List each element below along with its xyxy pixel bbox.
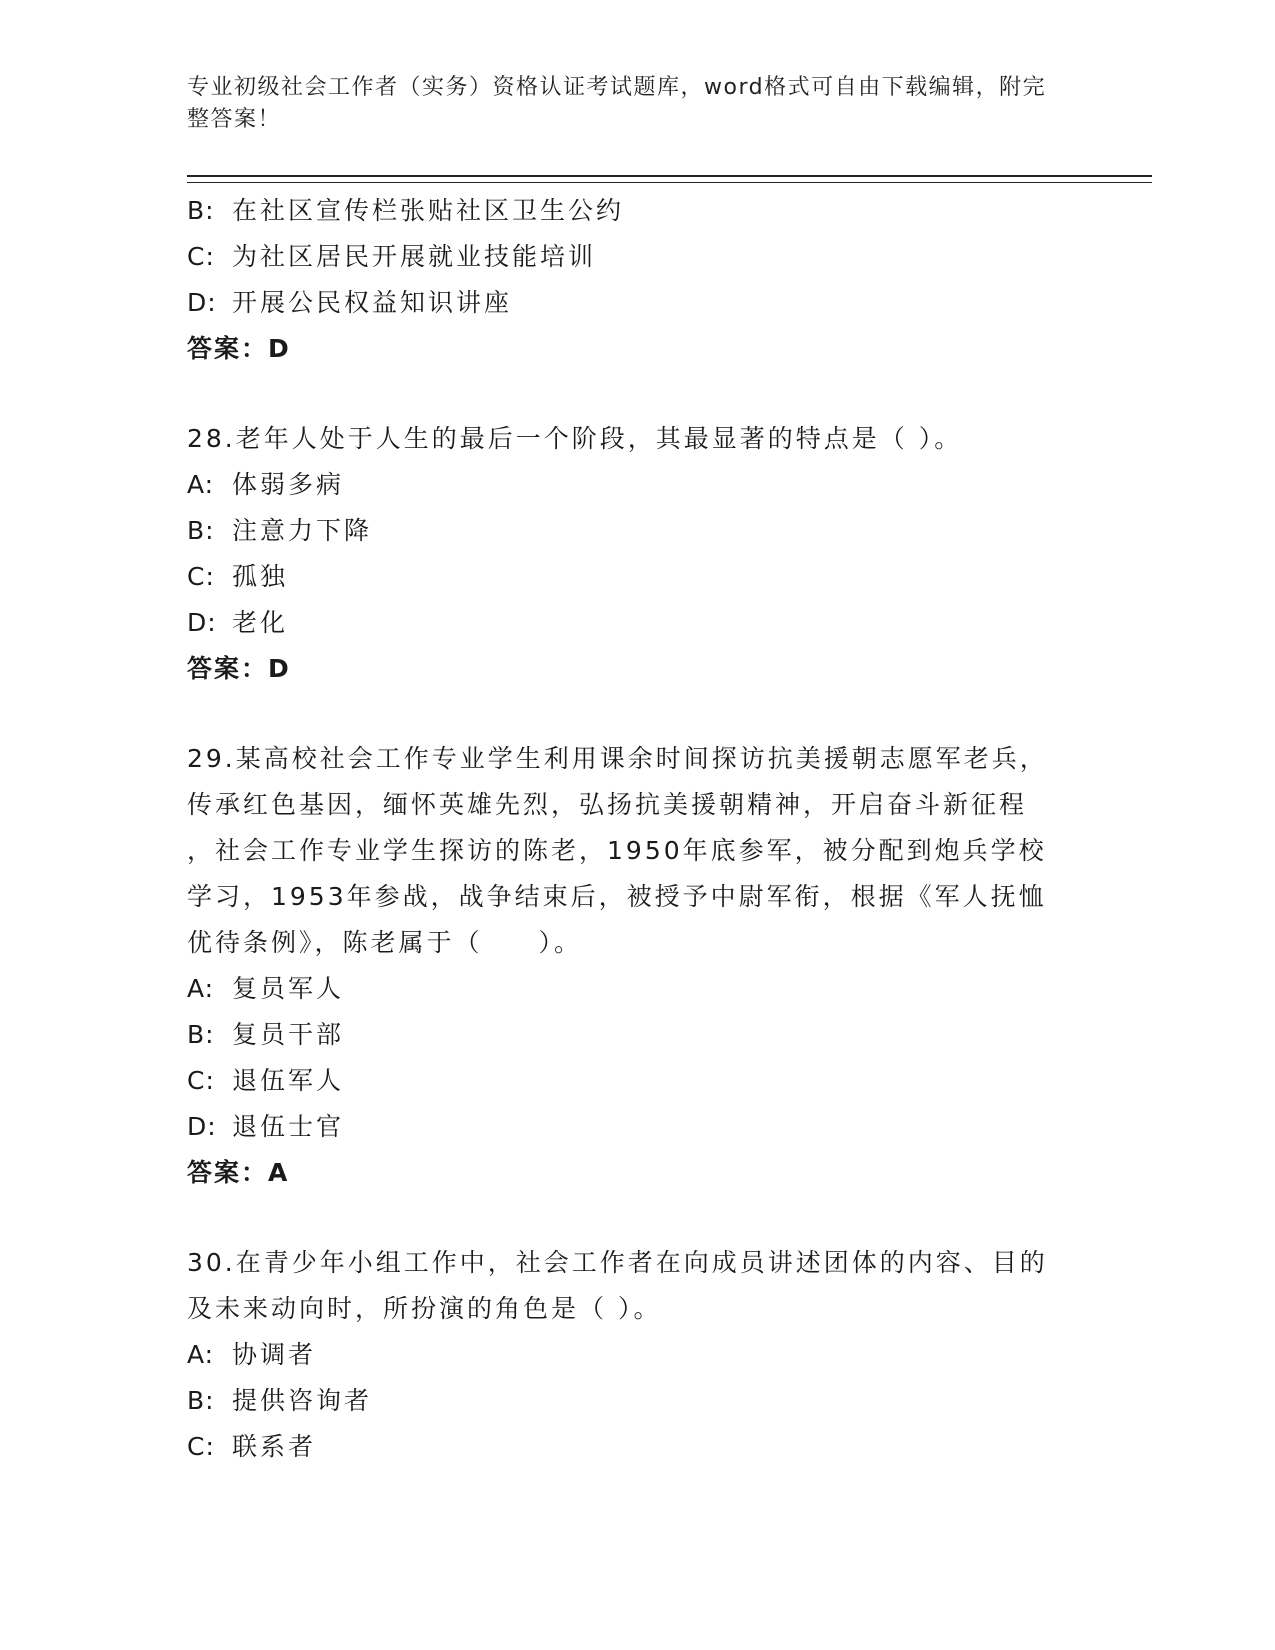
- option-letter: B:: [187, 1020, 215, 1049]
- option-letter: B:: [187, 1386, 215, 1415]
- option-a: [187, 966, 1067, 1012]
- question-stem-line: 优待条例》，陈老属于（ ）。: [187, 928, 583, 957]
- option-text: 开展公民权益知识讲座: [232, 288, 513, 317]
- option-letter: A:: [187, 1340, 215, 1369]
- option-letter: D:: [187, 608, 217, 637]
- question-stem: 28.老年人处于人生的最后一个阶段，其最显著的特点是（ ）。: [187, 424, 963, 453]
- option-text: 复员军人: [232, 974, 345, 1003]
- page-header: 专业初级社会工作者（实务）资格认证考试题库，word格式可自由下载编辑，附完整答案！: [187, 75, 1047, 132]
- option-text: 退伍士官: [232, 1112, 345, 1141]
- header-divider: [187, 175, 1152, 183]
- option-a: [187, 462, 1067, 508]
- option-letter: D:: [187, 288, 217, 317]
- question-stem-line: ，社会工作专业学生探访的陈老，1950年底参军，被分配到炮兵学校: [187, 836, 1047, 865]
- option-c: [187, 1058, 1067, 1104]
- option-b: [187, 1012, 1067, 1058]
- question-27-options: [187, 188, 1067, 372]
- option-letter: B:: [187, 516, 215, 545]
- option-letter: C:: [187, 1432, 215, 1461]
- question-30: [187, 1240, 1067, 1470]
- option-b: [187, 188, 1067, 234]
- option-c: [187, 1424, 1067, 1470]
- question-stem-line: 30.在青少年小组工作中，社会工作者在向成员讲述团体的内容、目的: [187, 1248, 1048, 1277]
- option-letter: C:: [187, 1066, 215, 1095]
- answer-29: 答案：A: [187, 1158, 290, 1187]
- question-stem-line: 学习，1953年参战，战争结束后，被授予中尉军衔，根据《军人抚恤: [187, 882, 1047, 911]
- option-b: [187, 508, 1067, 554]
- option-text: 复员干部: [232, 1020, 345, 1049]
- spacer: [187, 1196, 1067, 1240]
- question-content: [187, 188, 1067, 1470]
- answer-27: 答案：D: [187, 334, 291, 363]
- option-text: 体弱多病: [232, 470, 345, 499]
- option-letter: A:: [187, 974, 215, 1003]
- answer-28: 答案：D: [187, 654, 291, 683]
- option-text: 协调者: [232, 1340, 317, 1369]
- option-text: 退伍军人: [232, 1066, 345, 1095]
- option-a: [187, 1332, 1067, 1378]
- spacer: [187, 692, 1067, 736]
- option-text: 联系者: [232, 1432, 317, 1461]
- option-letter: D:: [187, 1112, 217, 1141]
- option-letter: C:: [187, 562, 215, 591]
- question-stem-line: 传承红色基因，缅怀英雄先烈，弘扬抗美援朝精神，开启奋斗新征程: [187, 790, 1028, 819]
- option-b: [187, 1378, 1067, 1424]
- option-text: 老化: [232, 608, 289, 637]
- question-stem-line: 及未来动向时，所扮演的角色是（ ）。: [187, 1294, 662, 1323]
- spacer: [187, 372, 1067, 416]
- option-letter: B:: [187, 196, 215, 225]
- option-c: [187, 554, 1067, 600]
- question-29: [187, 736, 1067, 1196]
- option-d: [187, 1104, 1067, 1150]
- option-text: 提供咨询者: [232, 1386, 373, 1415]
- option-letter: C:: [187, 242, 215, 271]
- option-text: 孤独: [232, 562, 289, 591]
- option-letter: A:: [187, 470, 215, 499]
- question-28: [187, 416, 1067, 692]
- option-d: [187, 280, 1067, 326]
- option-c: [187, 234, 1067, 280]
- option-d: [187, 600, 1067, 646]
- question-stem-line: 29.某高校社会工作专业学生利用课余时间探访抗美援朝志愿军老兵，: [187, 744, 1048, 773]
- option-text: 在社区宣传栏张贴社区卫生公约: [232, 196, 625, 225]
- option-text: 注意力下降: [232, 516, 373, 545]
- option-text: 为社区居民开展就业技能培训: [232, 242, 597, 271]
